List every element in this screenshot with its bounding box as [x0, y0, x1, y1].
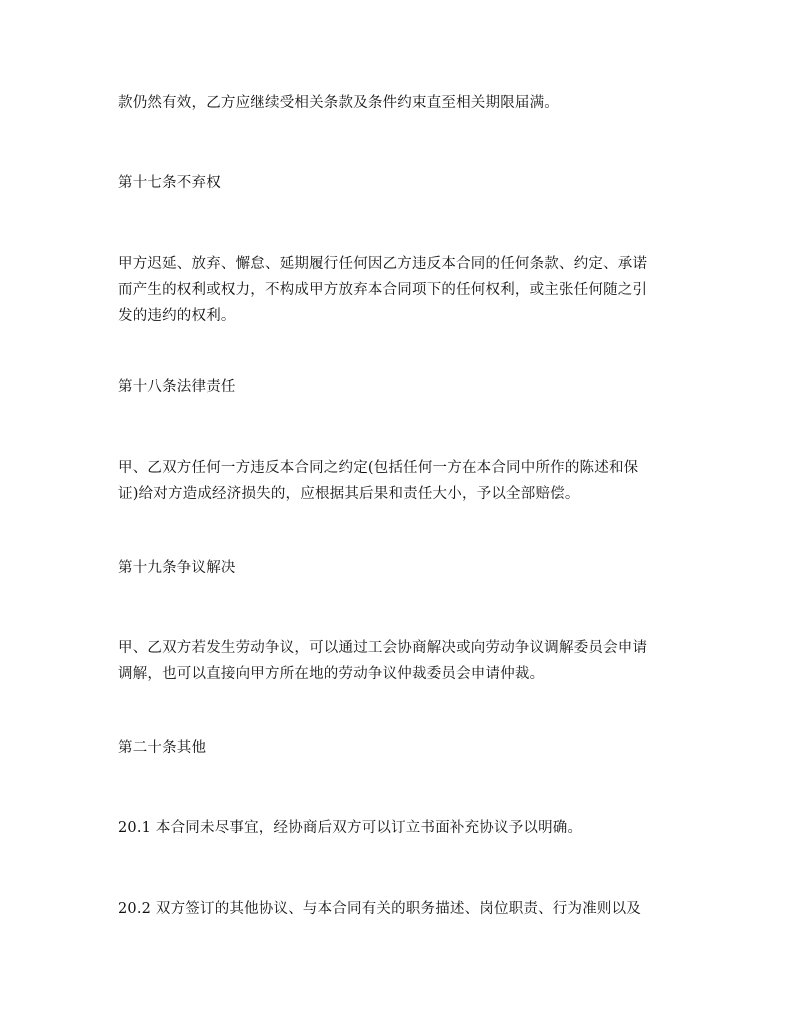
article-18-line: 证)给对方造成经济损失的，应根据其后果和责任大小，予以全部赔偿。 — [118, 486, 580, 502]
article-17-body — [118, 251, 688, 329]
article-17-line: 甲方迟延、放弃、懈怠、延期履行任何因乙方违反本合同的任何条款、约定、承诺 — [118, 256, 648, 272]
article-18-line: 甲、乙双方任何一方违反本合同之约定(包括任何一方在本合同中所作的陈述和保 — [118, 460, 639, 476]
article-20-clause-1: 20.1 本合同未尽事宜，经协商后双方可以订立书面补充协议予以明确。 — [118, 820, 583, 836]
article-17-line: 发的违约的权利。 — [118, 308, 236, 324]
article-18-heading: 第十八条法律责任 — [118, 379, 236, 395]
article-17-line: 而产生的权利或权力，不构成甲方放弃本合同项下的任何权利，或主张任何随之引 — [118, 282, 648, 298]
article-20-heading: 第二十条其他 — [118, 740, 207, 756]
article-19-line: 调解，也可以直接向甲方所在地的劳动争议仲裁委员会申请仲裁。 — [118, 666, 545, 682]
article-18-body — [118, 455, 688, 507]
article-17-heading: 第十七条不弃权 — [118, 175, 221, 191]
article-19-line: 甲、乙双方若发生劳动争议，可以通过工会协商解决或向劳动争议调解委员会申请 — [118, 640, 648, 656]
continuation-text: 款仍然有效，乙方应继续受相关条款及条件约束直至相关期限届满。 — [118, 95, 559, 111]
article-20-clause-2: 20.2 双方签订的其他协议、与本合同有关的职务描述、岗位职责、行为准则以及 — [118, 901, 641, 917]
article-19-heading: 第十九条争议解决 — [118, 560, 236, 576]
article-19-body — [118, 635, 688, 687]
